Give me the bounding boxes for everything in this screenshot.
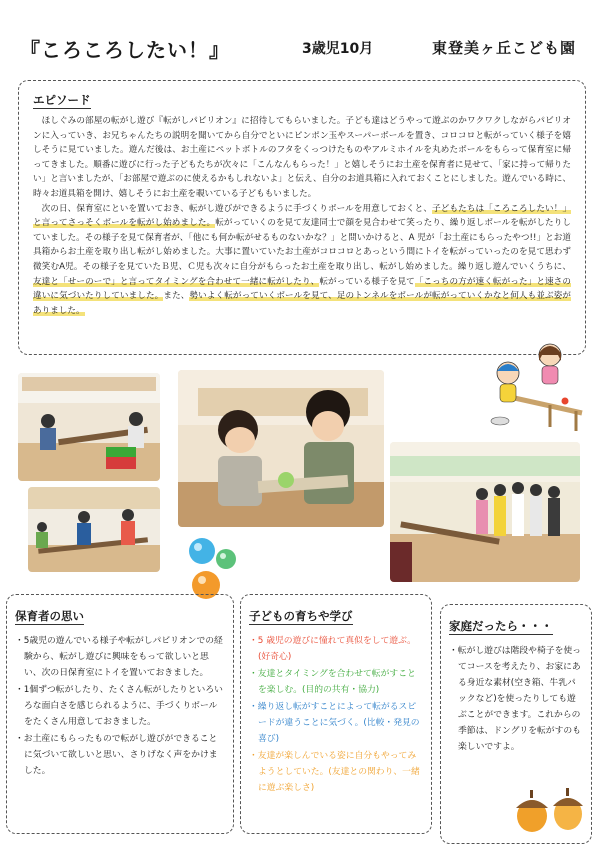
acorns-decoration [508, 784, 590, 834]
list-item: ・5 歳児の遊びに憧れて真似をして遊ぶ。(好奇心) [249, 636, 416, 662]
episode-text: 次の日、保育室にといを置いておき、転がし遊びができるように手づくりボールを用意しておくと、 [41, 203, 433, 214]
list-item: ・繰り返し転がすことによって転がるスピードが違うことに気づく。(比較・発見の喜び) [249, 702, 420, 744]
age-label: 3歳児10月 [302, 41, 374, 57]
highlighted-text: 勢いよく転がっていくボールを見て、足のトンネルをボールが転がっていくかなと何人も並ぶ姿がありました。 [33, 291, 571, 316]
highlighted-text: 友達と「せーのーで」と言ってタイミングを合わせて一緒に転がしたり、 [33, 276, 320, 287]
at-home-text: ・転がし遊びは階段や椅子を使ってコースを考えたり、お家にある身近な素材(空き箱、牛乳パックなど)を使ったりしても遊ぶことができます。これからの季節は、ドングリを転がすのも楽しいですよ。 [449, 646, 581, 752]
teacher-thoughts-heading: 保育者の思い [15, 609, 84, 623]
child-growth-list [249, 633, 423, 796]
photo-children-group [390, 442, 580, 582]
episode-section [18, 80, 586, 355]
teacher-thoughts-list [15, 633, 225, 779]
photo-children-rolling-1 [18, 373, 160, 481]
kids-playing-illustration [490, 335, 590, 435]
episode-paragraph-1: ほしぐみの部屋の転がし遊び『転がしパビリオン』に招待してもらいました。子ども達はどうやって遊ぶのかワクワクしながらパビリオンに入っていき、お兄ちゃんたちの説明を聞いてから自分でといにピンポン玉やスーパーボールを置き、コロコロと転がっていく様子を嬉しそうに見ていました。遊んだ後は、お土産にペットボトルのフタをくっつけたものやアルミホイルを丸めたボールをもらって保育室に帰ってきました。順番に遊びに行った子どもたちが次々に「こんなんもらった！」と嬉しそうにお土産を保育者に見せて、「家に持って帰りたい」と言いましたが、「お部屋で遊ぶのに使えるかもしれないよ」と伝え、自分のお道具箱に入れておくことにしました。遊んでいる時に、時々お道具箱を開け、嬉しそうにお土産を覗いている子どももいました。 [33, 116, 571, 199]
header [14, 34, 586, 64]
highlighted-text: 「こっちの方が速く転がった」と速さの違いに気づいたりしていました。 [33, 276, 571, 302]
episode-text: 転がっていくのを見て友達同士で顔を見合わせて笑ったり、繰り返しボールを転がしたりしていました。その様子を見て保育者が、「他にも何か転がせるものないかな？」と問いかけると、A 児が「お土産にもらったやつ!!」とお道具箱からお土産を取り出し転がし始めました。大事に置いていたお土産がコロコロとあっという間にトイを転がっていったのを見て思わず微笑むA児。その様子を見ていたＢ児、Ｃ児も次々に自分がもらったお土産を取り出し、転がし始めました。繰り返し遊んでいくうちに、 [33, 218, 571, 272]
child-growth-section [240, 594, 432, 834]
episode-text: 転がっている様子を見て [319, 276, 415, 287]
episode-heading: エピソード [33, 93, 91, 107]
page-title: 『ころころしたい！』 [20, 38, 230, 62]
child-growth-heading: 子どもの育ちや学び [249, 609, 353, 623]
list-item: ・お土産にもらったもので転がし遊びができることに気づいて欲しいと思い、さりげなく声をかけました。 [15, 734, 218, 776]
episode-paragraph-2 [33, 202, 571, 319]
teacher-thoughts-section [6, 594, 234, 834]
list-item: ・友達とタイミングを合わせて転がすことを楽しむ。(目的の共有・協力) [249, 669, 416, 695]
at-home-heading: 家庭だったら・・・ [449, 619, 553, 633]
photo-children-rolling-2 [28, 487, 160, 572]
highlighted-text: 子どもたちは「ころころしたい！」と言ってさっそくボールを転がし始めました。 [33, 203, 571, 229]
list-item: ・友達が楽しんでいる姿に自分もやってみようとしていた。(友達との関わり、一緒に遊ぶ楽しさ) [249, 751, 420, 793]
school-name: 東登美ヶ丘こども園 [432, 39, 577, 57]
list-item: ・5歳児の遊んでいる様子や転がしパビリオンでの経験から、転がし遊びに興味をもって欲しいと思い、次の日保育室にトイを置いておきました。 [15, 636, 223, 678]
list-item: ・1個ずつ転がしたり、たくさん転がしたりといろいろな面白さを感じられるように、手づくりボールをたくさん用意しておきました。 [15, 685, 223, 727]
episode-text: また、 [163, 291, 190, 302]
marbles-decoration [180, 533, 240, 603]
photo-children-closeup [178, 370, 384, 527]
